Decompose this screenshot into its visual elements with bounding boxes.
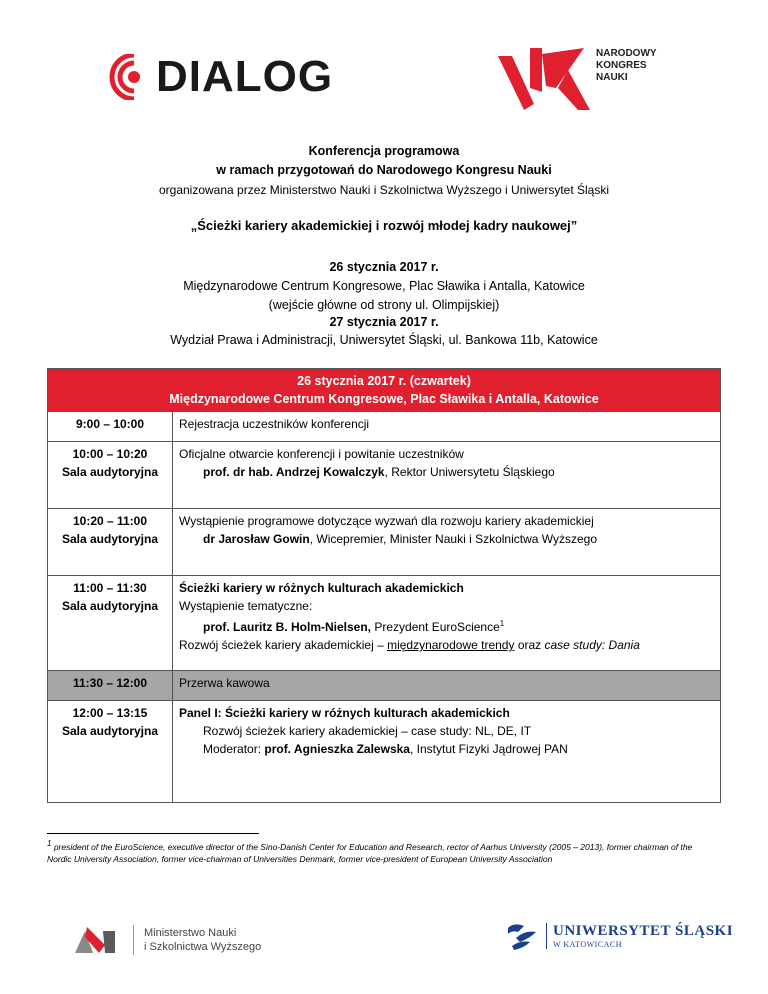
ministry-mark-icon <box>75 927 123 953</box>
university-name: UNIWERSYTET ŚLĄSKI <box>553 923 734 939</box>
footnote-ref: 1 <box>499 619 505 628</box>
venue-1: Międzynarodowe Centrum Kongresowe, Plac Sławika i Antalla, Katowice <box>183 279 585 293</box>
row-desc: Oficjalne otwarcie konferencji i powitanie uczestników prof. dr hab. Andrzej Kowalczyk, Rektor Uniwersytetu Śląskiego <box>173 442 721 509</box>
agenda-row-break <box>48 671 721 701</box>
venue-2: Wydział Prawa i Administracji, Uniwersytet Śląski, ul. Bankowa 11b, Katowice <box>170 333 598 347</box>
ministry-logo-separator <box>133 925 134 955</box>
speaker-name: dr Jarosław Gowin <box>203 532 310 546</box>
speaker-name: prof. dr hab. Andrzej Kowalczyk <box>203 465 385 479</box>
row-time: 11:00 – 11:30 Sala audytoryjna <box>48 576 173 671</box>
row-time: 10:20 – 11:00 Sala audytoryjna <box>48 509 173 576</box>
row-time: 12:00 – 13:15 Sala audytoryjna <box>48 701 173 803</box>
row-time: 10:00 – 10:20 Sala audytoryjna <box>48 442 173 509</box>
agenda-header-venue: Międzynarodowe Centrum Kongresowe, Plac Sławika i Antalla, Katowice <box>169 392 599 406</box>
ministry-line-2: i Szkolnictwa Wyższego <box>144 941 262 953</box>
row-desc: Wystąpienie programowe dotyczące wyzwań dla rozwoju kariery akademickiej dr Jarosław Gowin, Wicepremier, Minister Nauki i Szkolnictwa Wyższego <box>173 509 721 576</box>
row-desc: Rejestracja uczestników konferencji <box>173 412 721 442</box>
nkn-line-3: NAUKI <box>596 72 628 83</box>
session-title: Ścieżki kariery w różnych kulturach akademickich <box>179 581 464 595</box>
footnote: $^1$ president of the EuroScience, executive director of the Sino-Danish Center for Education and Research, rector of Aarhus University (2005 – 2013), former chairman of the Nordic University Association, former vice-chairman of Universities Denmark, former vice-president of European University Association <box>47 839 693 864</box>
speaker-name: prof. Agnieszka Zalewska <box>264 742 410 756</box>
row-desc: Ścieżki kariery w różnych kulturach akademickich Wystąpienie tematyczne: prof. Lauritz B. Holm-Nielsen, Prezydent EuroScience$^1$ Rozwój ścieżek kariery akademickiej – międzynarodowe trendy oraz case study: Dania <box>173 576 721 671</box>
dialog-waves-icon <box>104 54 150 100</box>
conference-title: „Ścieżki kariery akademickiej i rozwój młodej kadry naukowej” <box>190 218 578 233</box>
session-title: Panel I: Ścieżki kariery w różnych kulturach akademickich <box>179 706 510 720</box>
footnote-separator <box>47 833 259 834</box>
dialog-logo <box>104 52 333 102</box>
ministry-logo <box>75 925 261 955</box>
university-logo <box>506 922 733 950</box>
agenda-header <box>48 369 721 412</box>
agenda-row <box>48 701 721 803</box>
nkn-logo <box>498 48 657 110</box>
ministry-line-1: Ministerstwo Nauki <box>144 927 237 939</box>
nkn-logo-text <box>596 48 657 84</box>
row-desc: Panel I: Ścieżki kariery w różnych kulturach akademickich Rozwój ścieżek kariery akademickiej – case study: NL, DE, IT Moderator: prof. Agnieszka Zalewska, Instytut Fizyki Jądrowej PAN <box>173 701 721 803</box>
row-desc: Przerwa kawowa <box>173 671 721 701</box>
agenda-row <box>48 412 721 442</box>
agenda-header-date: 26 stycznia 2017 r. (czwartek) <box>297 374 471 388</box>
nkn-mark-icon <box>498 48 590 110</box>
university-city: W KATOWICACH <box>553 940 623 949</box>
venue-1-note: (wejście główne od strony ul. Olimpijskiej) <box>268 298 500 312</box>
date-2: 27 stycznia 2017 r. <box>329 315 439 329</box>
agenda-row <box>48 442 721 509</box>
conference-type: Konferencja programowa <box>308 144 460 158</box>
university-mark-icon <box>506 922 540 950</box>
speaker-name: prof. Lauritz B. Holm-Nielsen, <box>203 620 372 634</box>
organizers: organizowana przez Ministerstwo Nauki i Szkolnictwa Wyższego i Uniwersytet Śląski <box>158 183 610 197</box>
agenda-row <box>48 576 721 671</box>
agenda-row <box>48 509 721 576</box>
nkn-line-1: NARODOWY <box>596 48 657 59</box>
row-time: 9:00 – 10:00 <box>48 412 173 442</box>
conference-context: w ramach przygotowań do Narodowego Kongresu Nauki <box>216 163 552 177</box>
dialog-logo-text: DIALOG <box>156 52 334 101</box>
row-time: 11:30 – 12:00 <box>48 671 173 701</box>
date-1: 26 stycznia 2017 r. <box>329 260 439 274</box>
nkn-line-2: KONGRES <box>596 60 647 71</box>
agenda-table <box>47 368 721 803</box>
